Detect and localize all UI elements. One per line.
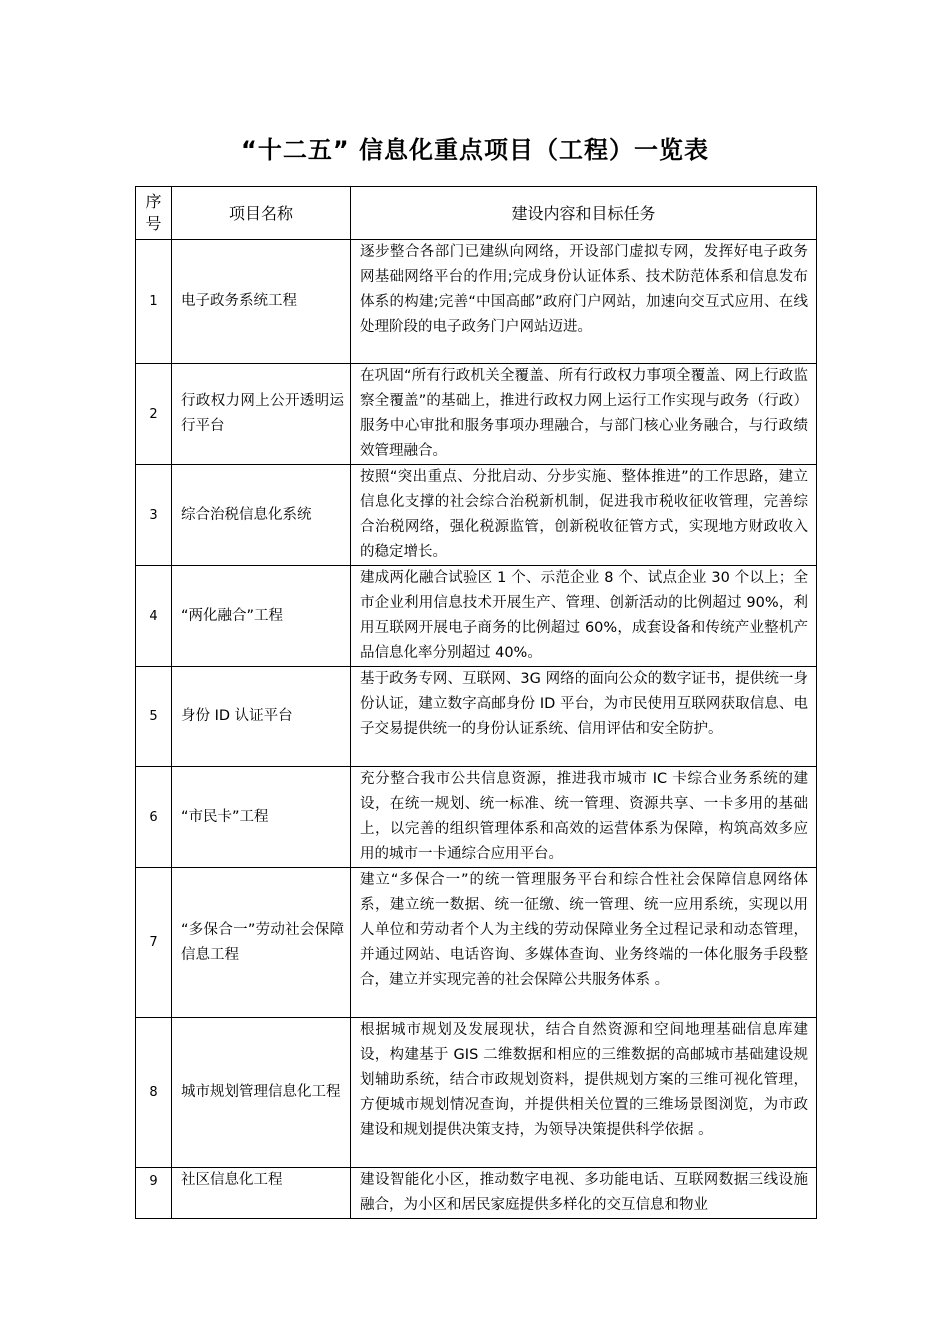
project-content: 根据城市规划及发展现状，结合自然资源和空间地理基础信息库建设，构建基于 GIS 二维数据和相应的三维数据的高邮城市基础建设规划辅助系统，结合市政规划资料，提供规划方案的三维可视化管理，方便城市规划情况查询，并提供相关位置的三维场景图浏览，为市政建设和规划提供决策支持，为领导决策提供科学依据 。 bbox=[351, 1018, 817, 1168]
project-name: 电子政务系统工程 bbox=[172, 240, 351, 364]
row-number: 8 bbox=[136, 1018, 172, 1168]
project-name: “多保合一”劳动社会保障信息工程 bbox=[172, 868, 351, 1018]
project-name: 社区信息化工程 bbox=[172, 1168, 351, 1219]
project-name: 城市规划管理信息化工程 bbox=[172, 1018, 351, 1168]
project-content: 建设智能化小区，推动数字电视、多功能电话、互联网数据三线设施融合，为小区和居民家庭提供多样化的交互信息和物业 bbox=[351, 1168, 817, 1219]
table-row bbox=[136, 667, 817, 767]
table-row bbox=[136, 1018, 817, 1168]
row-number: 4 bbox=[136, 566, 172, 667]
row-number: 5 bbox=[136, 667, 172, 767]
header-project-name: 项目名称 bbox=[172, 187, 351, 240]
row-number: 1 bbox=[136, 240, 172, 364]
project-content: 建立“多保合一”的统一管理服务平台和综合性社会保障信息网络体系，建立统一数据、统一征缴、统一管理、统一应用系统，实现以用人单位和劳动者个人为主线的劳动保障业务全过程记录和动态管理，并通过网站、电话咨询、多媒体查询、业务终端的一体化服务手段整合，建立并实现完善的社会保障公共服务体系 。 bbox=[351, 868, 817, 1018]
project-content: 充分整合我市公共信息资源，推进我市城市 IC 卡综合业务系统的建设，在统一规划、统一标准、统一管理、资源共享、一卡多用的基础上，以完善的组织管理体系和高效的运营体系为保障，构筑高效多应用的城市一卡通综合应用平台。 bbox=[351, 767, 817, 868]
project-name: “市民卡”工程 bbox=[172, 767, 351, 868]
project-table bbox=[135, 186, 817, 1219]
project-content: 在巩固“所有行政机关全覆盖、所有行政权力事项全覆盖、网上行政监察全覆盖”的基础上，推进行政权力网上运行工作实现与政务（行政）服务中心审批和服务事项办理融合，与部门核心业务融合，与行政绩效管理融合。 bbox=[351, 364, 817, 465]
project-content: 基于政务专网、互联网、3G 网络的面向公众的数字证书，提供统一身份认证，建立数字高邮身份 ID 平台，为市民使用互联网获取信息、电子交易提供统一的身份认证系统、信用评估和安全防护。 bbox=[351, 667, 817, 767]
header-serial-number: 序号 bbox=[136, 187, 172, 240]
project-content: 建成两化融合试验区 1 个、示范企业 8 个、试点企业 30 个以上；全市企业利用信息技术开展生产、管理、创新活动的比例超过 90%，利用互联网开展电子商务的比例超过 60%，成套设备和传统产业整机产品信息化率分别超过 40%。 bbox=[351, 566, 817, 667]
row-number: 2 bbox=[136, 364, 172, 465]
row-number: 7 bbox=[136, 868, 172, 1018]
row-number: 6 bbox=[136, 767, 172, 868]
header-content-goals: 建设内容和目标任务 bbox=[351, 187, 817, 240]
table-row bbox=[136, 868, 817, 1018]
table-row bbox=[136, 767, 817, 868]
table-row bbox=[136, 240, 817, 364]
project-content: 按照“突出重点、分批启动、分步实施、整体推进”的工作思路，建立信息化支撑的社会综合治税新机制，促进我市税收征收管理，完善综合治税网络，强化税源监管，创新税收征管方式，实现地方财政收入的稳定增长。 bbox=[351, 465, 817, 566]
project-content: 逐步整合各部门已建纵向网络，开设部门虚拟专网，发挥好电子政务网基础网络平台的作用;完成身份认证体系、技术防范体系和信息发布体系的构建;完善“中国高邮”政府门户网站，加速向交互式应用、在线处理阶段的电子政务门户网站迈进。 bbox=[351, 240, 817, 364]
row-number: 9 bbox=[136, 1168, 172, 1219]
page-title: “十二五” 信息化重点项目（工程）一览表 bbox=[241, 136, 709, 164]
table-row bbox=[136, 364, 817, 465]
project-name: 身份 ID 认证平台 bbox=[172, 667, 351, 767]
table-row bbox=[136, 566, 817, 667]
table-row bbox=[136, 465, 817, 566]
project-name: 综合治税信息化系统 bbox=[172, 465, 351, 566]
row-number: 3 bbox=[136, 465, 172, 566]
table-row bbox=[136, 1168, 817, 1219]
project-name: 行政权力网上公开透明运行平台 bbox=[172, 364, 351, 465]
table-header-row bbox=[136, 187, 817, 240]
project-name: “两化融合”工程 bbox=[172, 566, 351, 667]
